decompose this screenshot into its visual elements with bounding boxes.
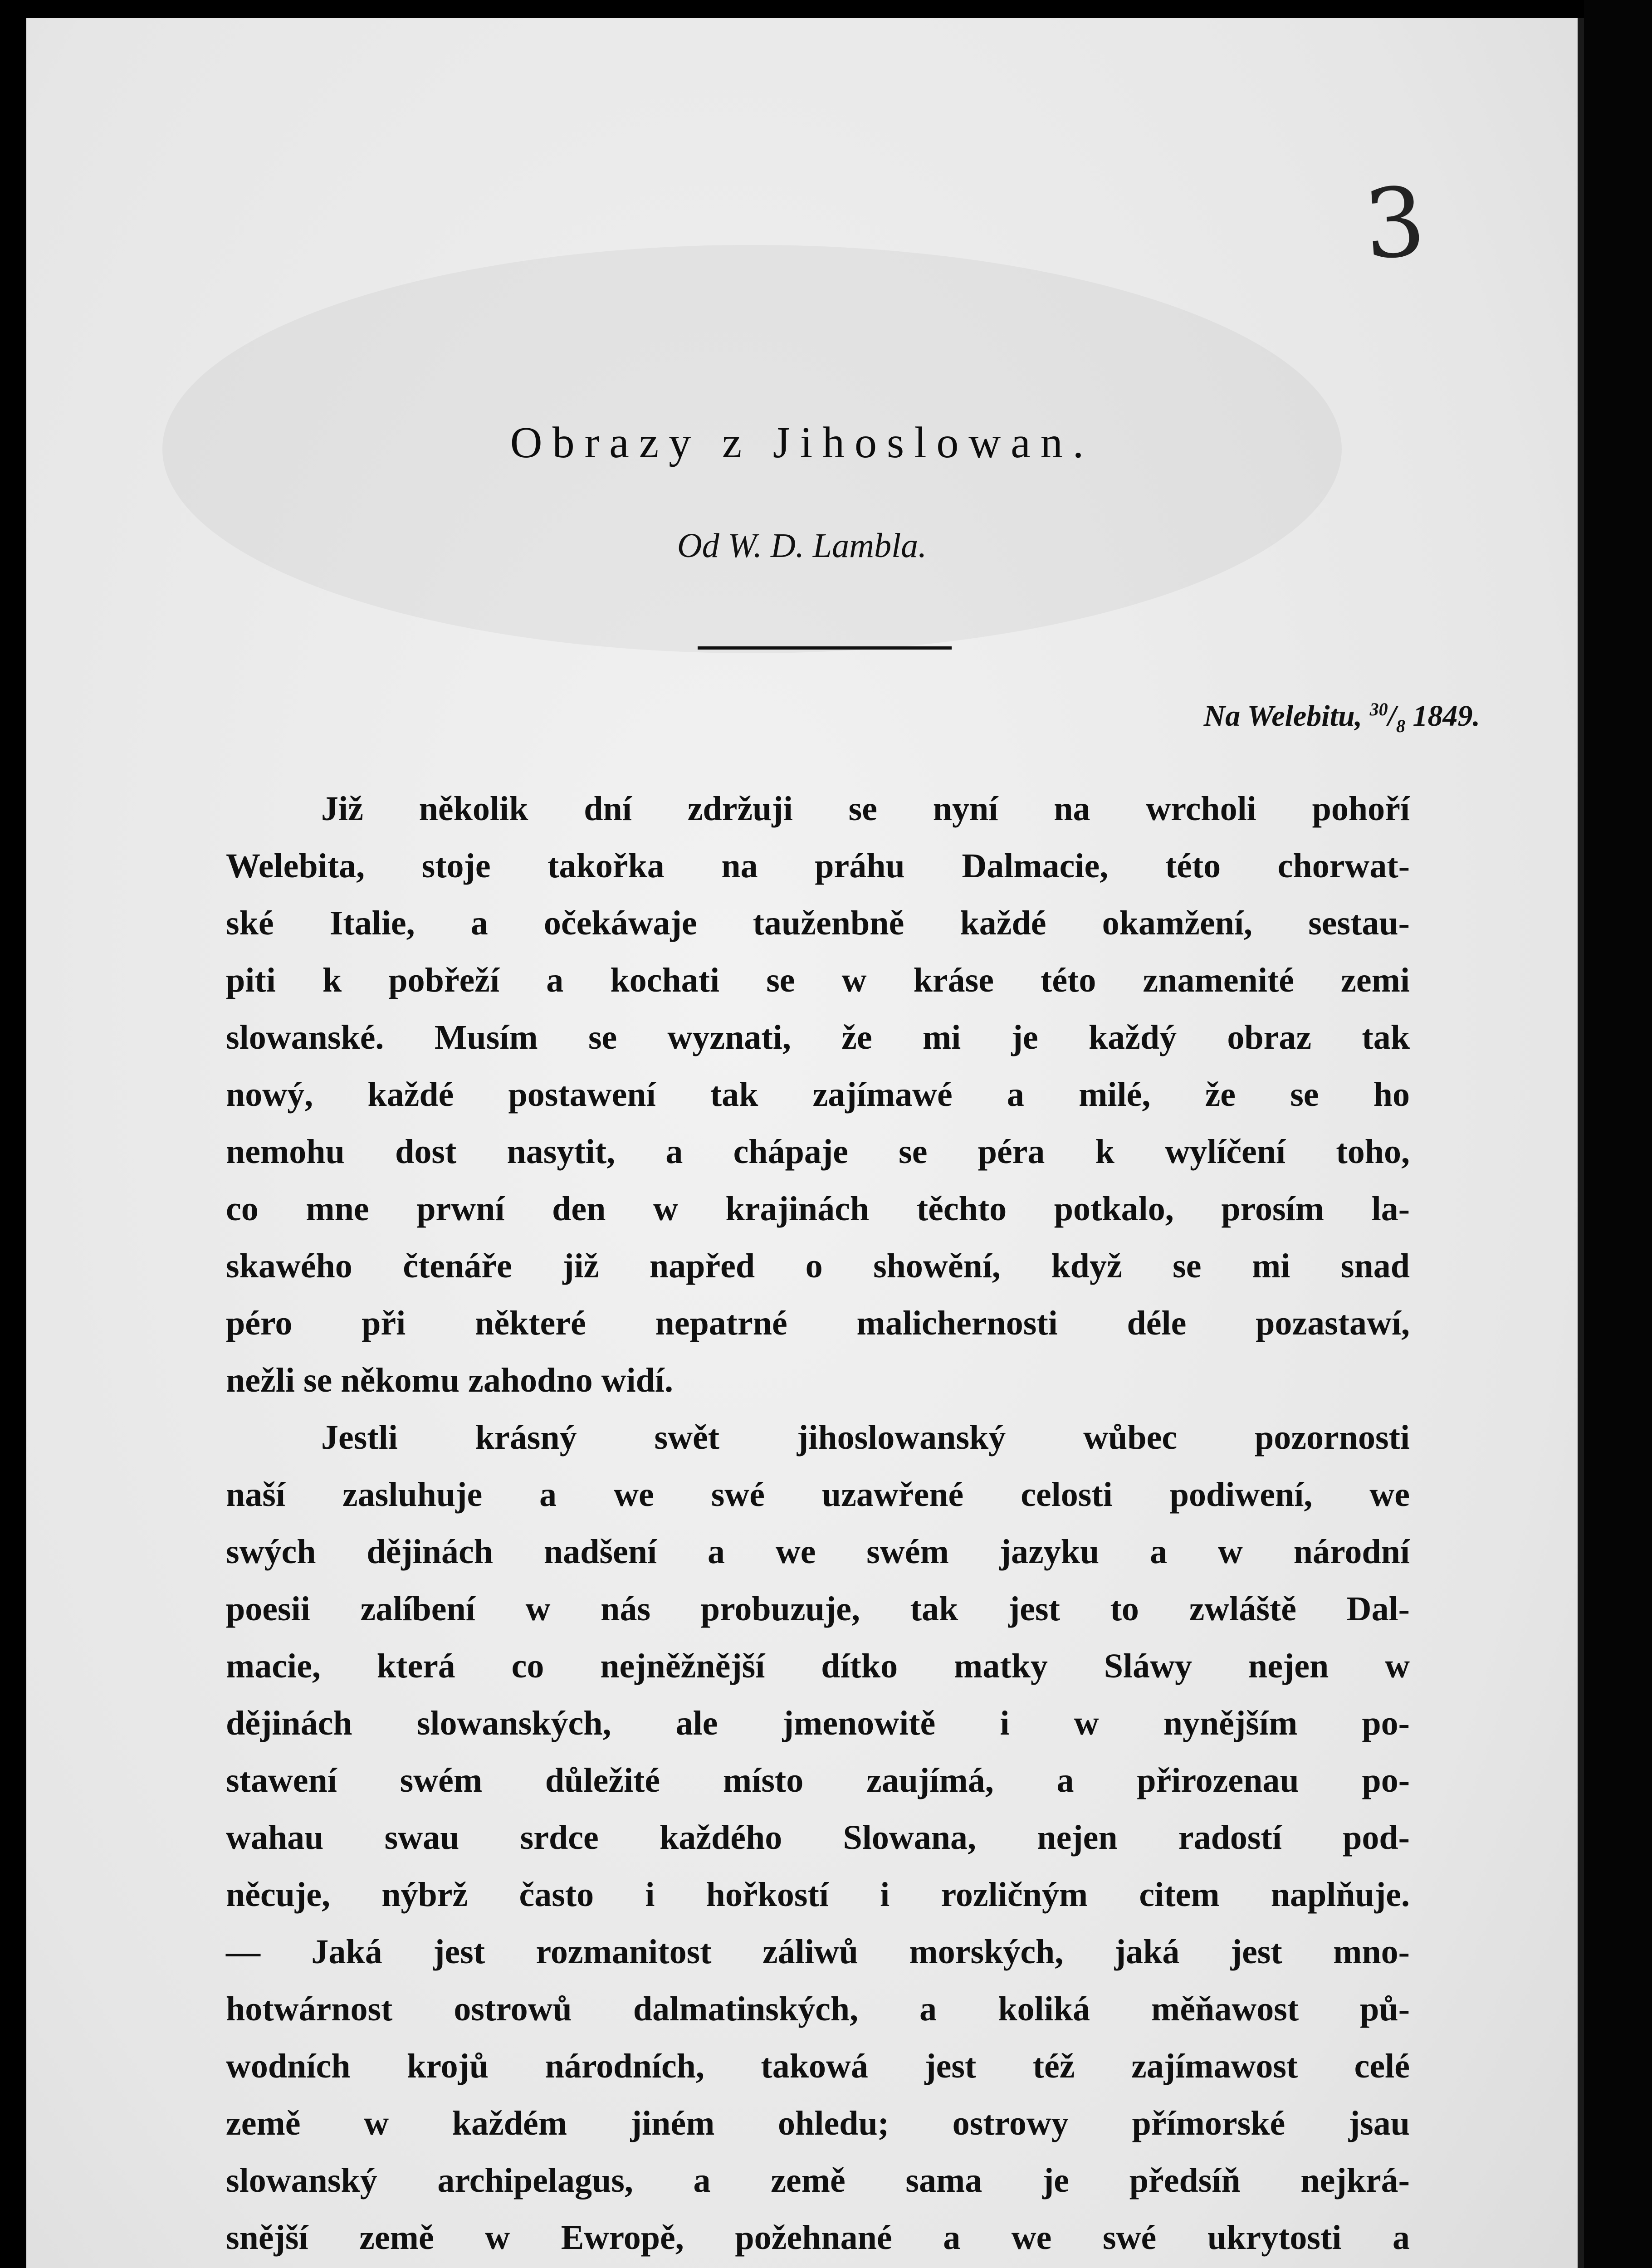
text-line: Jestli krásný swět jihoslowanský wůbec pozornosti [321,1418,1410,1457]
body-text [226,780,1410,2268]
text-line: Welebita, stoje takořka na práhu Dalmacie, této chorwat- [226,847,1410,885]
text-line: wodních krojů národních, takowá jest též zajímawost celé [226,2047,1410,2085]
paragraph-2 [226,1409,1410,2268]
text-line: slowanský archipelagus, a země sama je předsíň nejkrá- [226,2161,1410,2200]
text-line: snější země w Ewropě, požehnané a we swé ukrytosti a [226,2219,1410,2257]
paragraph-1 [226,780,1410,1409]
text-line: co mne prwní den w krajinách těchto potkalo, prosím la- [226,1190,1410,1228]
title-rule [698,646,952,650]
text-line [226,2266,1410,2268]
dateline-year: 1849. [1413,699,1480,733]
text-line: naší zasluhuje a we swé uzawřené celosti podiwení, we [226,1476,1410,1514]
text-line: stawení swém důležité místo zaujímá, a přirozenau po- [226,1761,1410,1799]
text-line: nowý, každé postawení tak zajímawé a milé, že se ho [226,1075,1410,1114]
dateline-place: Na Welebitu, [1203,699,1363,733]
text-line: — Jaká jest rozmanitost záliwů morských, jaká jest mno- [226,1933,1410,1971]
text-line: hotwárnost ostrowů dalmatinských, a koliká měňawost pů- [226,1990,1410,2028]
text-line: macie, která co nejněžnější dítko matky Sláwy nejen w [226,1647,1410,1685]
text-line: skawého čtenáře již napřed o showění, když se mi snad [226,1247,1410,1285]
text-line: péro při některé nepatrné malichernosti déle pozastawí, [226,1304,1410,1342]
document-page [26,18,1584,2268]
text-line: nemohu dost nasytit, a chápaje se péra k wylíčení toho, [226,1133,1410,1171]
text-line: poesii zalíbení w nás probuzuje, tak jest to zwláště Dal- [226,1590,1410,1628]
text-line: něcuje, nýbrž často i hořkostí i rozličným citem naplňuje. [226,1876,1410,1914]
text-line: ské Italie, a očekáwaje tauženbně každé okamžení, sestau- [226,904,1410,942]
text-line: země w každém jiném ohledu; ostrowy přímorské jsau [226,2104,1410,2142]
page-number: 3 [1360,166,1429,281]
dateline-day: 30 [1369,699,1388,719]
text-line: nežli se někomu zahodno widí. [226,1361,674,1399]
scan-border [1584,0,1652,2268]
article-title: Obrazy z Jihoslowan. [510,418,1094,467]
dateline: Na Welebitu, $^{30}/_8$ 1849. [1203,699,1480,737]
text-line: swých dějinách nadšení a we swém jazyku a w národní [226,1533,1410,1571]
text-line: Již několik dní zdržuji se nyní na wrcholi pohoří [321,790,1410,828]
text-line: slowanské. Musím se wyznati, že mi je každý obraz tak [226,1018,1410,1056]
text-line: wahau swau srdce každého Slowana, nejen radostí pod- [226,1818,1410,1857]
dateline-month: 8 [1396,716,1405,737]
text-line: dějinách slowanských, ale jmenowitě i w nynějším po- [226,1704,1410,1742]
author-line: Od W. D. Lambla. [677,527,927,565]
text-line: piti k pobřeží a kochati se w kráse této znamenité zemi [226,961,1410,999]
